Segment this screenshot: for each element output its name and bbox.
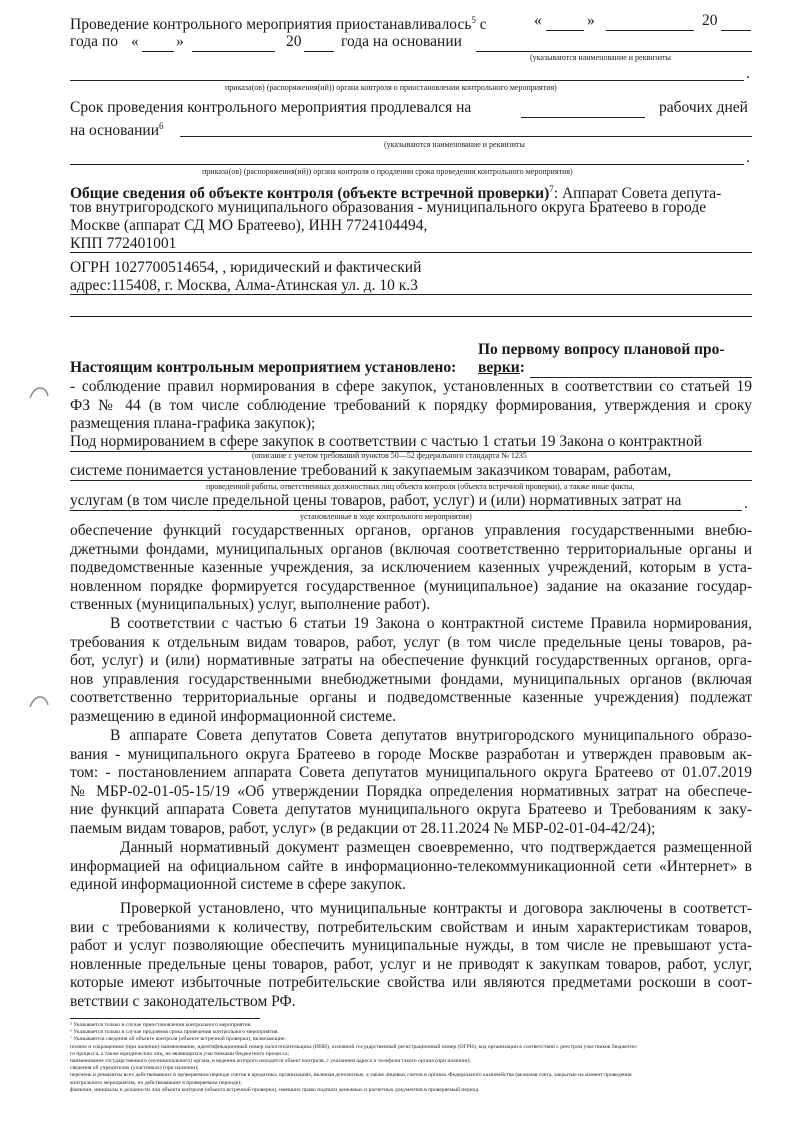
caption-a: (описание с учетом требований пунктов 50—52 федерального стандарта № 1235	[252, 451, 527, 460]
basis-label: года на основании	[341, 33, 462, 50]
basis-field-line2[interactable]	[70, 80, 744, 81]
object-info-heading: Общие сведения об объекте контроля (объекте встречной проверки)	[70, 185, 550, 203]
end-dot: .	[746, 65, 750, 82]
footnote-ref-5: 5	[471, 15, 476, 25]
norm-line3: услугам (в том числе предельной цены товаров, работ, услуг) и (или) нормативных затрат на	[70, 492, 682, 509]
extension-caption2: приказа(ов) (распоряжения(ий)) органа контроля о продлении срока проведения контрольного мероприятия)	[202, 167, 573, 176]
footnote-7-line: наименование государственного (муниципального) органа, в ведении которого находится объект контроля, с указанием адреса и телефона такого органа (при наличии);	[70, 1058, 471, 1064]
footnote-7-line: сведения об учредителях (участниках) (при наличии);	[70, 1065, 199, 1072]
rule-2	[70, 294, 752, 295]
established-label: Настоящим контрольным мероприятием установлено:	[70, 359, 457, 376]
extension-basis-field[interactable]	[180, 136, 752, 137]
norm-field-3	[70, 510, 742, 511]
quote-close: »	[587, 12, 595, 29]
day-field-end[interactable]	[142, 51, 174, 52]
rule-1	[70, 252, 752, 253]
question-line2: верки:	[478, 359, 525, 376]
days-field[interactable]	[521, 117, 645, 118]
scan-hole-mark-top	[28, 386, 50, 400]
footnote-7-line: го процесса, а также юридических лиц, не являющихся участниками бюджетного процесса;	[70, 1050, 290, 1057]
norm-field-2	[70, 480, 752, 481]
footnote-7: ⁷ Указываются сведения об объекте контроля (объекте встречной проверки), включающие:	[70, 1036, 286, 1043]
body-paragraph-3: В аппарате Совета депутатов Совета депутатов внутригородского муниципального образо- вания - муниципального округа Братеево в городе Москве разработан и утвержден правовым ак- том: - постановлением аппарата Совета депутатов муниципального округа Братеево от 01.07.2019 № МБР-02-01-05-15/19 «Об утверждении Порядка определения нормативных затрат на обеспече- ние функций аппарата Совета депутатов муниципального округа Братеево и Требованиям к заку- паемым видам товаров, работ, услуг» (в редакции от 28.11.2024 № МБР-02-01-04-42/24);	[70, 727, 752, 837]
body-paragraph-1: обеспечение функций государственных органов, органов управления государственными внебю- джетными фондами, муниципальных органов (включая соответственно территориальные органы и подведомственные казенные учреждения, за исключением казенных учреждений, которым в уста- новленном порядке формируется государственное (муниципальное) задание на оказание государ- ственных (муниципальных) услуг, выполнение работ).	[70, 522, 752, 614]
object-info-line5: ОГРН 1027700514654, , юридический и фактический	[70, 259, 422, 276]
suspension-text: Проведение контрольного мероприятия приостанавливалось	[70, 16, 472, 34]
extension-line2: на основании$^6$	[70, 121, 164, 140]
object-info-line6: адрес:115408, г. Москва, Алма-Атинская ул. д. 10 к.3	[70, 277, 418, 294]
footnote-6: ⁶ Указывается только в случае продления срока проведения контрольного мероприятия.	[70, 1029, 279, 1036]
object-info-line2: тов внутригородского муниципального образования - муниципального округа Братеево в городе	[70, 199, 707, 216]
extension-end-dot: .	[746, 149, 750, 166]
year-field-start[interactable]	[721, 30, 751, 31]
object-info-line4: КПП 772401001	[70, 235, 177, 252]
quote-open: «	[534, 12, 542, 29]
object-info-line1: Общие сведения об объекте контроля (объекте встречной проверки)$^7$: Аппарат Совета депута-	[70, 184, 722, 203]
basis-caption: (указываются наименование и реквизиты	[530, 53, 671, 62]
footnote-separator	[70, 1018, 260, 1019]
month-field-start[interactable]	[606, 30, 694, 31]
day-field-start[interactable]	[546, 30, 584, 31]
extension-basis-field-line2[interactable]	[70, 164, 744, 165]
month-field-end[interactable]	[192, 51, 275, 52]
footnote-7-line: фамилии, инициалы и должности лиц объекта контроля (объекта встречной проверки), имевших право подписи денежных и расчетных документов в проверяемый период.	[70, 1086, 480, 1093]
object-info-line3: Москве (аппарат СД МО Братеево), ИНН 7724104494,	[70, 217, 428, 234]
caption-c: установленные в ходе контрольного мероприятия)	[300, 512, 472, 521]
suspension-caption: приказа(ов) (распоряжения(ий)) органа контроля о приостановлении контрольного мероприятия)	[225, 83, 557, 92]
finding-item: - соблюдение правил нормирования в сфере закупок, установленных в соответствии со статьей 19 ФЗ № 44 (в том числе соблюдение требований к порядку формирования, утверждения и сроку размещения плана-графика закупок);	[70, 378, 752, 433]
scan-hole-mark-bottom	[28, 695, 50, 709]
quote-close-2: »	[176, 33, 184, 50]
from-label: с	[479, 16, 487, 34]
suspension-line1	[70, 11, 487, 34]
footnote-ref-7: 7	[549, 184, 554, 194]
rule-3	[70, 316, 752, 317]
body-paragraph-5: Проверкой установлено, что муниципальные контракты и договора заключены в соответст- вии с требованиями к количеству, потребительским свойствам и иным характеристикам товаров, работ и услуг позволяющие обеспечить муниципальные нужды, в том числе не превышают уста- новленные предельные цены товаров, работ, услуг и не приводят к закупкам товаров, работ, услуг, которые имеют избыточные потребительские свойства или являются предметами роскоши в соот- ветствии с законодательством РФ.	[70, 900, 752, 1010]
extension-caption1: (указываются наименование и реквизиты	[384, 140, 525, 149]
footnote-7-line: контрольного мероприятия, но действовавшие в проверяемом периоде);	[70, 1079, 242, 1086]
footnote-7-line: полное и сокращенное (при наличии) наименование, идентификационный номер налогоплательщика (ИНН), основной государственный регистрационный номер (ОГРН), код организации в соответствии с реестром участников бюджетно-	[70, 1043, 638, 1050]
year-prefix: 20	[702, 12, 718, 29]
norm-line2: системе понимается установление требований к закупаемым заказчиком товарам, работам,	[70, 462, 672, 479]
footnote-ref-6: 6	[159, 121, 164, 131]
quote-open-2: «	[131, 33, 139, 50]
norm-end-dot: .	[744, 495, 748, 512]
days-label: рабочих дней	[659, 99, 748, 116]
year-field-end[interactable]	[304, 51, 334, 52]
year-prefix-2: 20	[286, 33, 302, 50]
footnote-7-line: перечень и реквизиты всех действовавших в проверяемом периоде счетов в кредитных организациях, включая депозитные, а также лицевых счетов в органах Федерального казначейства (включая счета, закрытые на момент проведения	[70, 1072, 632, 1079]
body-paragraph-2: В соответствии с частью 6 статьи 19 Закона о контрактной системе Правила нормирования, требования к отдельным видам товаров, работ, услуг (в том числе предельные цены товаров, ра- бот, услуг) и (или) нормативные затраты на обеспечение функций государственных органов, орга- нов управления государственными внебюджетными фондами, муниципальных органов (включая соответственно территориальные органы и подведомственные казенные учреждения) подлежат размещению в единой информационной системе.	[70, 615, 752, 725]
extension-line1: Срок проведения контрольного мероприятия продлевался на	[70, 99, 472, 116]
body-paragraph-4: Данный нормативный документ размещен своевременно, что подтверждается размещенной информацией на официальном сайте в информационно-телекоммуникационной сети «Интернет» в единой информационной системе в сфере закупок.	[70, 839, 752, 894]
norm-line1: Под нормированием в сфере закупок в соответствии с частью 1 статьи 19 Закона о контрактной	[70, 433, 702, 450]
basis-field[interactable]	[476, 51, 752, 52]
question-line1: По первому вопросу плановой про-	[478, 341, 725, 358]
to-label: года по	[70, 33, 118, 50]
caption-b: проведенной работы, ответственных должностных лиц объекта контроля (объекта встречной проверки), а также иные факты,	[206, 482, 635, 491]
footnote-5: ⁵ Указывается только в случае приостановления контрольного мероприятия.	[70, 1022, 252, 1028]
